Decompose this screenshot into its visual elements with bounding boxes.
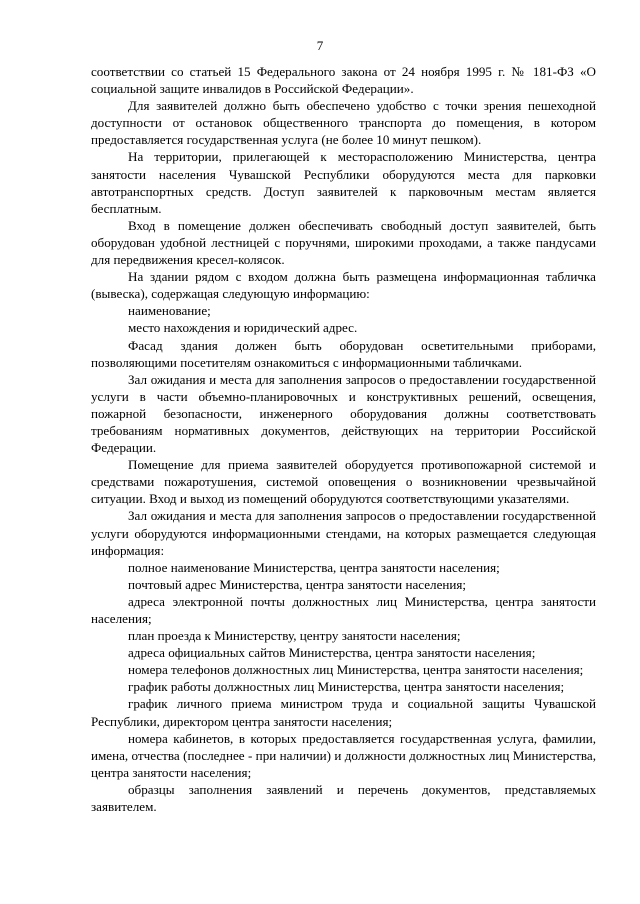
- list-item-websites: адреса официальных сайтов Министерства, центра занятости населения;: [128, 645, 536, 661]
- paragraph-facade-lighting: Фасад здания должен быть оборудован осветительными приборами, позволяющими посетителям ознакомиться с информационными табличками.: [91, 337, 596, 370]
- list-item-reception-schedule: график личного приема министром труда и социальной защиты Чувашской Республики, директором центра занятости населения;: [91, 696, 596, 729]
- paragraph-info-stands: Зал ожидания и места для заполнения запросов о предоставлении государственной услуги оборудуются информационными стендами, на которых размещается следующая информация:: [91, 508, 596, 558]
- list-item-sample-forms: образцы заполнения заявлений и перечень документов, представляемых заявителем.: [91, 781, 596, 815]
- paragraph-waiting-hall-requirements: Зал ожидания и места для заполнения запросов о предоставлении государственной услуги в части объемно-планировочных и конструктивных решений, освещения, пожарной безопасности, инженерного оборудования должны соответствовать требованиям нормативных документов, действующих на территории Российской Федерации.: [91, 371, 596, 456]
- paragraph-law-reference: соответствии со статьей 15 Федерального закона от 24 ноября 1995 г. № 181-ФЗ «О социальной защите инвалидов в Российской Федерации».: [91, 64, 596, 97]
- list-item-address: место нахождения и юридический адрес.: [128, 320, 358, 336]
- list-item-email: адреса электронной почты должностных лиц Министерства, центра занятости населения;: [91, 593, 596, 626]
- paragraph-parking: На территории, прилегающей к месторасположению Министерства, центра занятости населения Чувашской Республики оборудуются места для парковки автотранспортных средств. Доступ заявителей к парковочным местам является бесплатным.: [91, 149, 596, 216]
- paragraph-entrance: Вход в помещение должен обеспечивать свободный доступ заявителей, быть оборудован удобной лестницей с поручнями, широкими проходами, а также пандусами для передвижения кресел-колясок.: [91, 217, 596, 268]
- document-body: [91, 63, 596, 815]
- list-item-name: наименование;: [128, 303, 211, 319]
- list-item-postal-address: почтовый адрес Министерства, центра занятости населения;: [128, 576, 467, 592]
- list-item-full-name: полное наименование Министерства, центра занятости населения;: [128, 559, 500, 575]
- paragraph-pedestrian-access: Для заявителей должно быть обеспечено удобство с точки зрения пешеходной доступности от остановок общественного транспорта до помещения, в котором предоставляется государственная услуга (не более 10 минут пешком).: [91, 98, 596, 148]
- page-number: 7: [316, 38, 324, 53]
- list-item-office-numbers: номера кабинетов, в которых предоставляется государственная услуга, фамилии, имена, отчества (последнее - при наличии) и должности должностных лиц Министерства, центра занятости населения;: [91, 730, 596, 780]
- list-item-phones: номера телефонов должностных лиц Министерства, центра занятости населения;: [128, 662, 584, 678]
- paragraph-fire-safety: Помещение для приема заявителей оборудуется противопожарной системой и средствами пожаротушения, системой оповещения о возникновении чрезвычайной ситуации. Вход и выход из помещений оборудуются соответствующими указателями.: [91, 457, 596, 507]
- list-item-route-plan: план проезда к Министерству, центру занятости населения;: [128, 628, 461, 644]
- paragraph-signboard: На здании рядом с входом должна быть размещена информационная табличка (вывеска), содержащая следующую информацию:: [91, 269, 596, 302]
- list-item-work-schedule: график работы должностных лиц Министерства, центра занятости населения;: [128, 679, 565, 695]
